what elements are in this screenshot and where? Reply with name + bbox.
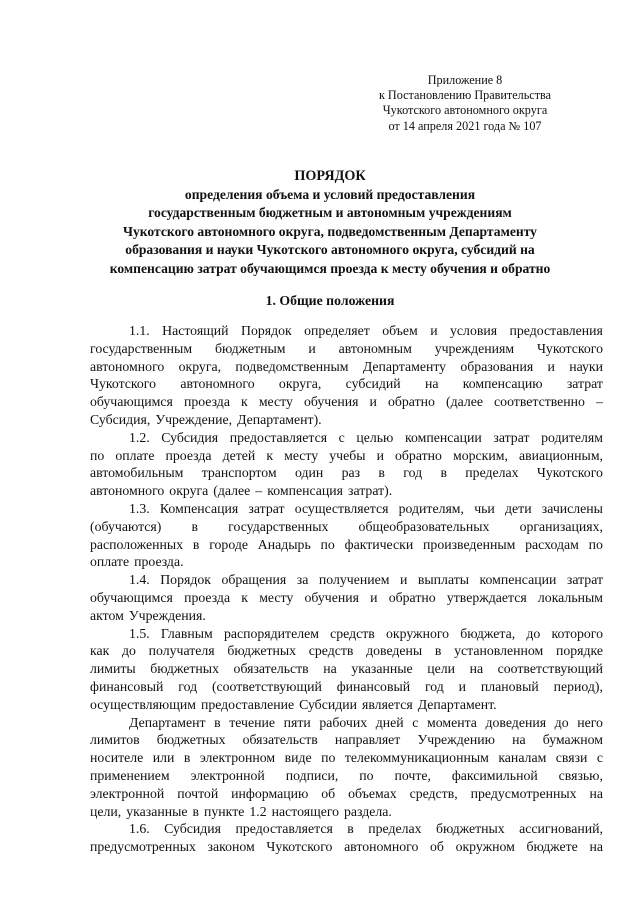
- body-word: Департамент.: [417, 696, 497, 712]
- body-word: автономного: [90, 358, 165, 374]
- body-line: [90, 838, 603, 856]
- body-word: 1.2: [249, 803, 267, 819]
- body-word: Департаменту: [362, 358, 447, 374]
- body-line: [90, 607, 603, 625]
- body-word: раздела.: [344, 803, 392, 819]
- body-line: [90, 447, 603, 465]
- body-word: является: [362, 696, 413, 712]
- body-word: обязательств: [233, 661, 309, 677]
- body-line: [90, 589, 603, 607]
- body-word: проезда: [184, 589, 231, 605]
- body-line: [90, 696, 603, 714]
- body-word: связью,: [558, 767, 603, 783]
- body-word: произведенным: [423, 536, 516, 552]
- body-word: электронной: [90, 785, 165, 801]
- document-title: [80, 167, 580, 279]
- body-word: плановый: [480, 678, 539, 694]
- title-line: образования и науки Чукотского автономного округа, субсидий на: [125, 242, 535, 258]
- body-word: учреждениям: [434, 340, 515, 356]
- body-word: Настоящий: [162, 323, 229, 338]
- body-word: Чукотского: [266, 839, 333, 855]
- title-line: государственным бюджетным и автономным учреждениям: [148, 205, 512, 221]
- body-word: условия: [450, 323, 498, 338]
- body-word: один: [294, 465, 324, 481]
- body-word: компенсации: [404, 429, 482, 445]
- body-word: получателя: [148, 643, 215, 659]
- body-word: 1.4.: [129, 572, 150, 588]
- body-word: локальным: [537, 589, 603, 605]
- body-word: распорядителем: [223, 625, 319, 641]
- body-word: предусмотренных: [470, 785, 577, 801]
- body-word: (соответствующий: [211, 678, 322, 694]
- body-word: пределах: [368, 821, 422, 837]
- body-word: субсидий: [345, 376, 401, 392]
- body-word: на: [589, 839, 603, 855]
- body-line: [90, 571, 603, 589]
- body-word: затрат).: [348, 483, 393, 499]
- body-word: средств,: [409, 785, 458, 801]
- body-word: Чукотского: [90, 376, 157, 392]
- body-word: выплаты: [417, 572, 470, 588]
- body-word: виде: [284, 750, 312, 766]
- body-word: электронном: [199, 750, 276, 766]
- body-word: настоящего: [271, 803, 340, 819]
- body-word: зачислены: [541, 500, 603, 516]
- body-word: установленном: [454, 643, 544, 659]
- body-word: проезда: [165, 447, 212, 463]
- body-word: фактически: [344, 536, 414, 552]
- body-word: бюджетным: [214, 340, 286, 356]
- body-word: Учреждения.: [128, 607, 206, 623]
- body-word: и: [369, 394, 377, 410]
- body-word: (далее: [213, 483, 251, 499]
- body-word: момента: [426, 714, 477, 730]
- body-word: предусмотренных: [90, 839, 196, 855]
- body-word: цели: [427, 661, 455, 677]
- body-word: Субсидии: [299, 696, 357, 712]
- body-word: предоставляется: [235, 821, 333, 837]
- body-line: [90, 358, 603, 376]
- body-line: [90, 785, 603, 803]
- body-word: по: [320, 536, 335, 552]
- body-word: 1.1.: [129, 323, 150, 338]
- body-word: с: [412, 714, 419, 730]
- body-line: [90, 767, 603, 785]
- body-word: год: [424, 678, 444, 694]
- body-word: затрат: [566, 376, 603, 392]
- body-word: Субсидия: [164, 821, 222, 837]
- body-word: автономного: [90, 483, 165, 499]
- body-line: [90, 340, 603, 358]
- body-word: обратно: [387, 394, 435, 410]
- annex-line: от 14 апреля 2021 года № 107: [388, 118, 542, 133]
- body-word: морским,: [452, 447, 508, 463]
- body-word: проезда.: [134, 554, 184, 570]
- body-word: с: [338, 429, 345, 445]
- body-word: в: [347, 821, 354, 837]
- title-line: компенсацию затрат обучающимся проезда к месту обучения и обратно: [109, 260, 551, 276]
- body-word: бюджетных: [436, 821, 505, 837]
- body-word: окружного: [386, 625, 450, 641]
- body-word: обращения: [221, 572, 287, 588]
- body-word: до: [526, 625, 541, 641]
- body-word: к: [241, 394, 248, 410]
- body-line: [90, 660, 603, 678]
- annex-line: Чукотского автономного округа: [382, 103, 548, 118]
- body-word: определяет: [304, 323, 370, 338]
- body-line: [90, 678, 603, 696]
- body-line: [90, 731, 603, 749]
- body-text: [90, 322, 603, 856]
- body-word: на: [589, 785, 603, 801]
- body-word: в: [183, 750, 191, 766]
- body-word: связи: [555, 750, 588, 766]
- body-word: бюджете: [526, 839, 578, 855]
- body-word: телекоммуникационным: [344, 750, 489, 766]
- body-word: получением: [318, 572, 390, 588]
- body-word: носителе: [90, 750, 144, 766]
- body-word: предоставление: [200, 696, 295, 712]
- body-word: и: [308, 340, 316, 356]
- body-word: округа,: [278, 376, 322, 392]
- title-heading: ПОРЯДОК: [294, 168, 366, 184]
- body-word: лимиты: [90, 661, 136, 677]
- body-word: Учреждению: [417, 732, 495, 748]
- body-word: целью: [356, 429, 394, 445]
- body-word: как: [90, 643, 110, 659]
- body-line: [90, 625, 603, 643]
- body-word: транспортом: [201, 465, 277, 481]
- body-word: на: [323, 661, 337, 677]
- body-word: авиационным,: [518, 447, 603, 463]
- body-word: на: [469, 661, 484, 677]
- body-word: окружном: [455, 839, 515, 855]
- body-word: Субсидия: [161, 429, 219, 445]
- body-word: к: [241, 589, 248, 605]
- body-word: бюджета,: [460, 625, 516, 641]
- body-word: автономным: [338, 340, 412, 356]
- body-word: него: [577, 714, 603, 730]
- body-word: Порядок: [160, 572, 211, 588]
- body-word: чьи: [474, 500, 495, 516]
- body-word: факсимильной: [451, 767, 538, 783]
- body-word: актом: [90, 607, 124, 623]
- body-word: Анадырь: [257, 536, 311, 552]
- body-line: [90, 642, 603, 660]
- body-line: [90, 500, 603, 518]
- body-word: и: [458, 678, 467, 694]
- body-word: государственных: [228, 518, 329, 534]
- body-word: по: [321, 750, 336, 766]
- body-line: [90, 411, 603, 429]
- body-line: [90, 464, 603, 482]
- body-line: [90, 482, 603, 500]
- body-word: об: [430, 839, 444, 855]
- body-word: соответственно: [494, 394, 585, 410]
- body-word: Главным: [160, 625, 213, 641]
- body-word: информацию: [231, 785, 309, 801]
- body-word: общеобразовательных: [358, 518, 490, 534]
- body-word: цели,: [90, 803, 122, 819]
- body-word: доведения: [485, 714, 547, 730]
- body-line: [90, 803, 603, 821]
- body-word: в: [440, 465, 447, 481]
- body-word: Компенсация: [159, 500, 239, 516]
- body-word: компенсацию: [462, 376, 543, 392]
- body-word: родителям,: [398, 500, 464, 516]
- body-word: (далее: [445, 394, 483, 410]
- body-word: в: [378, 465, 385, 481]
- body-word: и: [370, 589, 378, 605]
- body-word: дней: [375, 714, 404, 730]
- body-word: подписи,: [285, 767, 339, 783]
- body-word: Порядок: [240, 323, 292, 338]
- body-word: проезда: [183, 394, 230, 410]
- body-word: (обучаются): [90, 518, 162, 534]
- body-word: год: [403, 465, 423, 481]
- body-word: предоставления: [509, 323, 603, 338]
- body-word: в: [214, 714, 221, 730]
- body-word: и: [399, 572, 408, 588]
- annex-block: [360, 73, 570, 134]
- body-word: направляет: [334, 732, 401, 748]
- body-word: указанные: [126, 803, 188, 819]
- body-word: расположенных: [90, 536, 184, 552]
- body-word: порядке: [555, 643, 603, 659]
- body-word: обратно: [388, 589, 436, 605]
- body-word: указанные: [351, 661, 413, 677]
- body-word: Департамент: [129, 714, 206, 730]
- body-word: об: [321, 785, 336, 801]
- body-word: до: [554, 714, 569, 730]
- body-word: –: [596, 394, 603, 410]
- body-word: детей: [222, 447, 256, 463]
- annex-line: к Постановлению Правительства: [378, 88, 552, 103]
- body-word: объемах: [348, 785, 397, 801]
- body-line: [90, 518, 603, 536]
- body-word: месту: [259, 589, 294, 605]
- body-word: законом: [207, 839, 255, 855]
- body-word: Чукотского: [536, 465, 603, 481]
- body-word: расходам: [525, 536, 579, 552]
- body-word: электронной: [190, 767, 265, 783]
- body-word: –: [255, 483, 263, 499]
- body-word: осуществляется: [294, 500, 389, 516]
- body-word: округа,: [178, 358, 222, 374]
- body-word: течение: [229, 714, 275, 730]
- annex-line: Приложение 8: [427, 73, 503, 87]
- body-word: оплате: [90, 554, 130, 570]
- body-word: которого: [551, 625, 603, 641]
- body-word: 1.2.: [129, 429, 150, 445]
- body-word: по: [588, 536, 603, 552]
- body-word: 1.5.: [129, 625, 150, 641]
- body-line: [90, 553, 603, 571]
- body-word: средств: [330, 625, 375, 641]
- body-word: науки: [569, 358, 603, 374]
- body-word: бюджетных: [156, 732, 226, 748]
- body-word: и: [547, 358, 555, 374]
- body-word: на: [424, 376, 439, 392]
- body-word: затрат: [248, 500, 285, 516]
- body-word: бюджетных: [150, 661, 219, 677]
- body-word: обучающимся: [90, 394, 173, 410]
- body-word: автономного: [344, 839, 419, 855]
- body-word: по: [90, 447, 105, 463]
- body-word: учебы: [329, 447, 366, 463]
- body-word: месту: [284, 447, 319, 463]
- body-word: год: [178, 678, 198, 694]
- body-word: затрат: [566, 572, 603, 588]
- body-word: компенсация: [267, 483, 343, 499]
- body-word: по: [359, 767, 374, 783]
- body-word: в: [434, 643, 442, 659]
- body-word: пяти: [283, 714, 311, 730]
- body-word: к: [266, 447, 274, 463]
- body-word: финансовый: [90, 678, 164, 694]
- body-word: Департамент).: [237, 411, 322, 427]
- body-word: городе: [209, 536, 248, 552]
- body-word: в: [192, 803, 200, 819]
- body-word: Чукотского: [536, 340, 603, 356]
- body-word: пункте: [204, 803, 245, 819]
- body-line: [90, 322, 603, 340]
- body-word: бюджетных: [227, 643, 297, 659]
- body-word: автомобильным: [90, 465, 184, 481]
- body-word: в: [191, 518, 199, 534]
- body-word: каналам: [498, 750, 547, 766]
- body-word: обучающимся: [90, 589, 173, 605]
- body-word: рабочих: [319, 714, 368, 730]
- body-word: родителям: [541, 429, 603, 445]
- body-word: организациях,: [519, 518, 603, 534]
- section-heading: 1. Общие положения: [265, 293, 395, 308]
- body-line: [90, 820, 603, 838]
- body-word: пределах: [465, 465, 519, 481]
- title-line: Чукотского автономного округа, подведомственным Департаменту: [123, 223, 537, 239]
- body-word: с: [596, 750, 603, 766]
- body-word: обязательств: [242, 732, 318, 748]
- body-word: лимитов: [90, 732, 140, 748]
- body-line: [90, 393, 603, 411]
- body-word: предоставляется: [229, 429, 328, 445]
- body-word: образования: [460, 358, 534, 374]
- title-line: определения объема и условий предоставления: [184, 186, 476, 202]
- body-word: осуществляющим: [90, 696, 196, 712]
- body-word: дети: [505, 500, 532, 516]
- body-word: обучения: [303, 394, 359, 410]
- body-word: ассигнований,: [519, 821, 603, 837]
- body-word: объем: [382, 323, 418, 338]
- body-word: Учреждение,: [155, 411, 233, 427]
- body-word: доведены: [366, 643, 423, 659]
- body-word: в: [192, 536, 200, 552]
- body-word: утверждается: [446, 589, 527, 605]
- body-word: раз: [341, 465, 361, 481]
- body-word: или: [152, 750, 175, 766]
- body-word: финансовый: [336, 678, 411, 694]
- body-word: и: [376, 447, 384, 463]
- body-word: 1.3.: [129, 500, 150, 516]
- body-word: обратно: [395, 447, 442, 463]
- body-word: Субсидия,: [90, 411, 151, 427]
- body-word: автономного: [180, 376, 255, 392]
- body-word: соответствующий: [497, 661, 603, 677]
- body-word: применением: [90, 767, 170, 783]
- body-word: затрат: [493, 429, 530, 445]
- body-word: округа: [169, 483, 209, 499]
- body-word: обучения: [304, 589, 359, 605]
- body-word: за: [296, 572, 309, 588]
- body-word: почтой: [177, 785, 219, 801]
- body-word: средств: [308, 643, 354, 659]
- body-word: государственным: [90, 340, 193, 356]
- body-word: почте,: [394, 767, 431, 783]
- body-line: [90, 375, 603, 393]
- body-word: и: [430, 323, 438, 338]
- body-word: оплате: [115, 447, 155, 463]
- body-word: 1.6.: [129, 821, 150, 837]
- body-word: подведомственным: [235, 358, 349, 374]
- body-line: [90, 536, 603, 554]
- body-word: на: [512, 732, 526, 748]
- body-word: до: [122, 643, 136, 659]
- body-line: [90, 429, 603, 447]
- body-line: [90, 749, 603, 767]
- body-word: бумажном: [542, 732, 603, 748]
- body-word: период),: [553, 678, 603, 694]
- body-word: месту: [258, 394, 293, 410]
- body-word: компенсации: [479, 572, 557, 588]
- body-line: [90, 714, 603, 732]
